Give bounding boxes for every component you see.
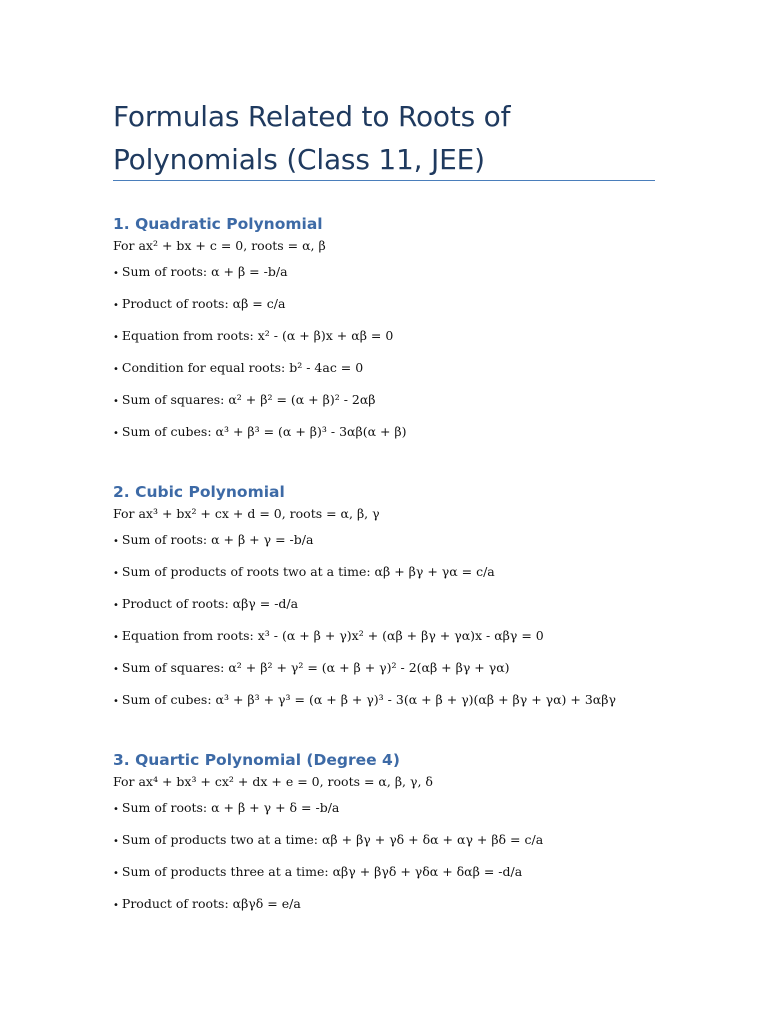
section-quartic bbox=[113, 749, 657, 927]
bullet-icon: • bbox=[113, 600, 119, 611]
section-heading: 2. Cubic Polynomial bbox=[113, 483, 285, 501]
bullet-icon: • bbox=[113, 632, 119, 643]
section-heading: 1. Quadratic Polynomial bbox=[113, 215, 323, 233]
formula-item: • Sum of squares: α² + β² + γ² = (α + β + γ)² - 2(αβ + βγ + γα) bbox=[113, 660, 510, 675]
bullet-icon: • bbox=[113, 536, 119, 547]
bullet-icon: • bbox=[113, 836, 119, 847]
section-cubic bbox=[113, 481, 657, 723]
section-heading: 3. Quartic Polynomial (Degree 4) bbox=[113, 751, 400, 769]
bullet-icon: • bbox=[113, 868, 119, 879]
formula-item: • Sum of roots: α + β + γ = -b/a bbox=[113, 532, 314, 547]
bullet-icon: • bbox=[113, 428, 119, 439]
bullet-icon: • bbox=[113, 900, 119, 911]
formula-item: • Sum of products three at a time: αβγ + βγδ + γδα + δαβ = -d/a bbox=[113, 864, 523, 879]
formula-item: • Product of roots: αβ = c/a bbox=[113, 296, 286, 311]
bullet-icon: • bbox=[113, 804, 119, 815]
section-intro: For ax⁴ + bx³ + cx² + dx + e = 0, roots = α, β, γ, δ bbox=[113, 774, 433, 789]
bullet-icon: • bbox=[113, 568, 119, 579]
title-underline-rule bbox=[113, 180, 655, 181]
formula-item: • Sum of products of roots two at a time: αβ + βγ + γα = c/a bbox=[113, 564, 495, 579]
formula-item: • Sum of squares: α² + β² = (α + β)² - 2αβ bbox=[113, 392, 376, 407]
formula-item: • Sum of roots: α + β + γ + δ = -b/a bbox=[113, 800, 340, 815]
section-intro: For ax³ + bx² + cx + d = 0, roots = α, β, γ bbox=[113, 506, 380, 521]
title-line-2: Polynomials (Class 11, JEE) bbox=[113, 143, 485, 176]
bullet-icon: • bbox=[113, 268, 119, 279]
formula-item: • Product of roots: αβγ = -d/a bbox=[113, 596, 299, 611]
formula-item: • Equation from roots: x³ - (α + β + γ)x² + (αβ + βγ + γα)x - αβγ = 0 bbox=[113, 628, 544, 643]
bullet-icon: • bbox=[113, 364, 119, 375]
title-line-1: Formulas Related to Roots of bbox=[113, 100, 511, 133]
formula-item: • Product of roots: αβγδ = e/a bbox=[113, 896, 301, 911]
document-title bbox=[113, 95, 657, 181]
section-quadratic bbox=[113, 213, 657, 455]
formula-item: • Sum of cubes: α³ + β³ = (α + β)³ - 3αβ(α + β) bbox=[113, 424, 407, 439]
bullet-icon: • bbox=[113, 300, 119, 311]
formula-item: • Sum of roots: α + β = -b/a bbox=[113, 264, 288, 279]
formula-item: • Sum of products two at a time: αβ + βγ + γδ + δα + αγ + βδ = c/a bbox=[113, 832, 544, 847]
formula-item: • Condition for equal roots: b² - 4ac = 0 bbox=[113, 360, 364, 375]
bullet-icon: • bbox=[113, 696, 119, 707]
formula-item: • Sum of cubes: α³ + β³ + γ³ = (α + β + γ)³ - 3(α + β + γ)(αβ + βγ + γα) + 3αβγ bbox=[113, 692, 616, 707]
formula-item: • Equation from roots: x² - (α + β)x + αβ = 0 bbox=[113, 328, 394, 343]
bullet-icon: • bbox=[113, 396, 119, 407]
bullet-icon: • bbox=[113, 332, 119, 343]
bullet-icon: • bbox=[113, 664, 119, 675]
section-intro: For ax² + bx + c = 0, roots = α, β bbox=[113, 238, 326, 253]
